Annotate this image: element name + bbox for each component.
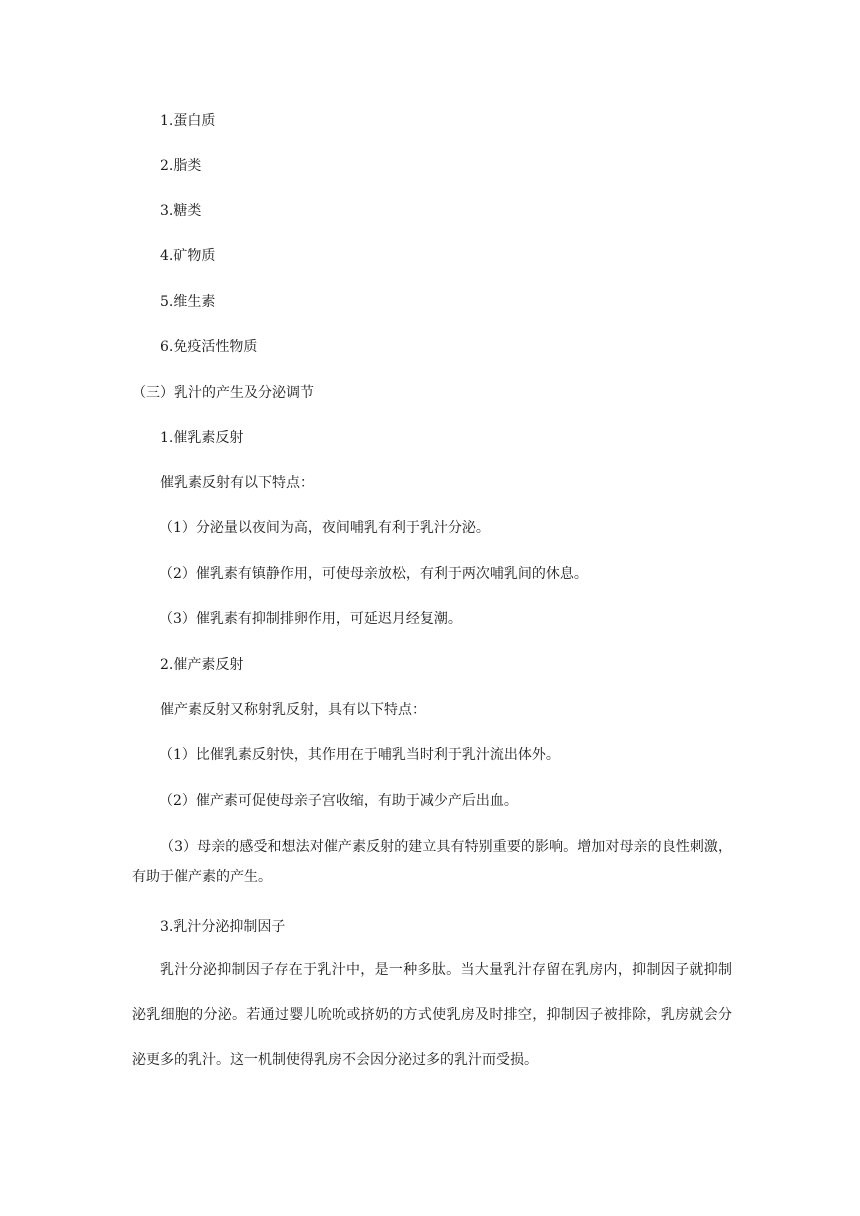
list-point: （2）催乳素有镇静作用，可使母亲放松，有利于两次哺乳间的休息。: [159, 566, 588, 582]
component-item: 2.脂类: [160, 158, 202, 174]
list-point: （3）母亲的感受和想法对催产素反射的建立具有特别重要的影响。增加对母亲的良性刺激，有助于催产素的产生。: [132, 839, 732, 885]
subsection-title: 1.催乳素反射: [160, 430, 244, 446]
subsection-title: 2.催产素反射: [160, 657, 244, 673]
component-item: 4.矿物质: [160, 248, 216, 264]
section-heading: （三）乳汁的产生及分泌调节: [132, 385, 314, 401]
component-item: 5.维生素: [160, 294, 216, 310]
subsection-title: 3.乳汁分泌抑制因子: [160, 919, 286, 935]
component-item: 1.蛋白质: [160, 113, 216, 129]
paragraph-intro: 催乳素反射有以下特点：: [160, 475, 314, 491]
component-item: 6.免疫活性物质: [160, 339, 258, 355]
component-item: 3.糖类: [160, 203, 202, 219]
paragraph-body: 乳汁分泌抑制因子存在于乳汁中，是一种多肽。当大量乳汁存留在乳房内，抑制因子就抑制泌乳细胞的分泌。若通过婴儿吮吮或挤奶的方式使乳房及时排空，抑制因子被排除，乳房就会分泌更多的乳汁。这一机制使得乳房不会因分泌过多的乳汁而受损。: [132, 962, 732, 1068]
list-point: （3）催乳素有抑制排卵作用，可延迟月经复潮。: [159, 611, 462, 627]
list-point: （2）催产素可促使母亲子宫收缩，有助于减少产后出血。: [159, 793, 518, 809]
paragraph-intro: 催产素反射又称射乳反射，具有以下特点：: [160, 702, 426, 718]
list-point: （1）分泌量以夜间为高，夜间哺乳有利于乳汁分泌。: [159, 520, 490, 536]
list-point: （1）比催乳素反射快，其作用在于哺乳当时利于乳汁流出体外。: [159, 747, 560, 763]
